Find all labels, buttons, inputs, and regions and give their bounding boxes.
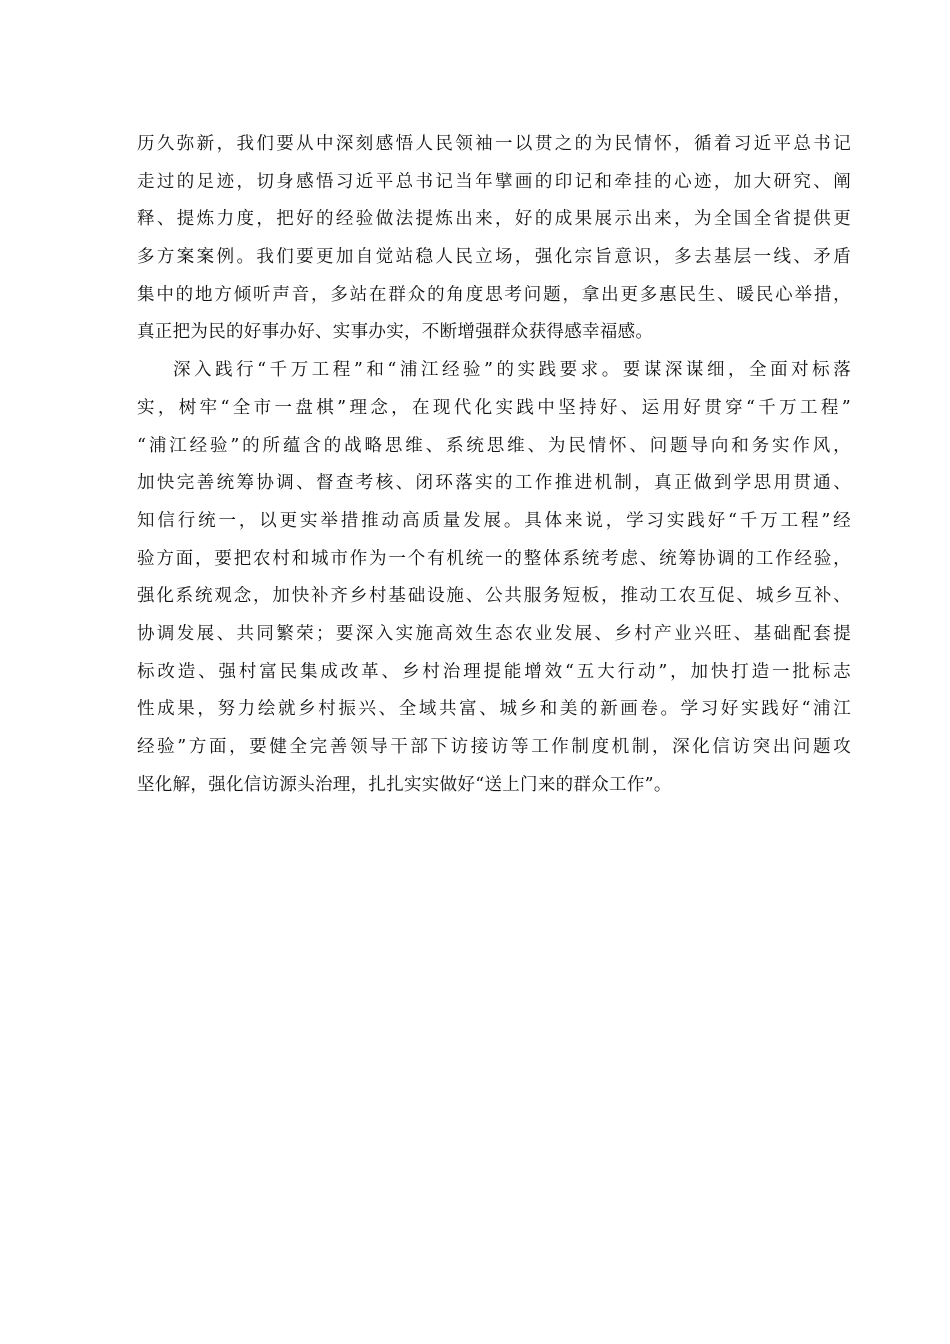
text-line: 历久弥新，我们要从中深刻感悟人民领袖一以贯之的为民情怀，循着习近平总书记 — [137, 134, 851, 154]
text-line: 坚化解，强化信访源头治理，扎扎实实做好“送上门来的群众工作”。 — [137, 774, 672, 795]
text-line: 协调发展、共同繁荣；要深入实施高效生态农业发展、乡村产业兴旺、基础配套提 — [137, 623, 851, 644]
body-text — [137, 126, 851, 804]
text-line: 知信行统一，以更实举措推动高质量发展。具体来说，学习实践好“千万工程”经 — [137, 510, 851, 531]
paragraph-1 — [137, 126, 851, 352]
paragraph-2 — [137, 352, 851, 804]
text-line: 强化系统观念，加快补齐乡村基础设施、公共服务短板，推动工农互促、城乡互补、 — [137, 586, 851, 607]
text-line: 多方案案例。我们要更加自觉站稳人民立场，强化宗旨意识，多去基层一线、矛盾 — [137, 247, 851, 268]
text-line: 性成果，努力绘就乡村振兴、全域共富、城乡和美的新画卷。学习好实践好“浦江 — [137, 699, 851, 720]
text-line: 释、提炼力度，把好的经验做法提炼出来，好的成果展示出来，为全国全省提供更 — [137, 209, 851, 230]
text-line: 深入践行“千万工程”和“浦江经验”的实践要求。要谋深谋细，全面对标落 — [173, 360, 851, 381]
text-line: 实，树牢“全市一盘棋”理念，在现代化实践中坚持好、运用好贯穿“千万工程” — [137, 397, 851, 418]
text-line: 走过的足迹，切身感悟习近平总书记当年擘画的印记和牵挂的心迹，加大研究、阐 — [137, 171, 851, 192]
text-line: “浦江经验”的所蕴含的战略思维、系统思维、为民情怀、问题导向和务实作风， — [137, 435, 851, 456]
text-line: 标改造、强村富民集成改革、乡村治理提能增效“五大行动”，加快打造一批标志 — [137, 661, 851, 682]
text-line: 真正把为民的好事办好、实事办实，不断增强群众获得感幸福感。 — [137, 322, 654, 343]
text-line: 集中的地方倾听声音，多站在群众的角度思考问题，拿出更多惠民生、暖民心举措， — [137, 284, 851, 305]
text-line: 验方面，要把农村和城市作为一个有机统一的整体系统考虑、统筹协调的工作经验， — [137, 548, 851, 569]
text-line: 经验”方面，要健全完善领导干部下访接访等工作制度机制，深化信访突出问题攻 — [137, 737, 851, 757]
text-line: 加快完善统筹协调、督查考核、闭环落实的工作推进机制，真正做到学思用贯通、 — [137, 473, 851, 494]
